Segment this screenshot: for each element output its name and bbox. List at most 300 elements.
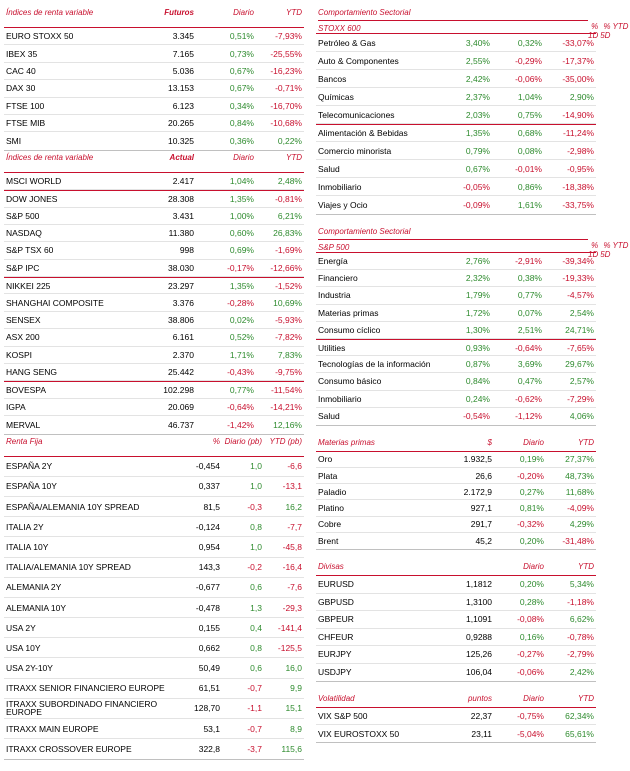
row-value: -2,98%	[567, 145, 594, 156]
row-label: Industria	[318, 290, 351, 301]
row-value: -0,06%	[515, 73, 542, 84]
table-row	[316, 322, 596, 339]
row-value: 3.345	[172, 31, 194, 42]
row-value: -25,55%	[270, 48, 302, 59]
row-value: 16,0	[285, 663, 302, 674]
table-row	[316, 517, 596, 533]
row-value: -16,23%	[270, 65, 302, 76]
row-label: Petróleo & Gas	[318, 37, 376, 48]
table-row	[316, 611, 596, 629]
row-value: -6,6	[287, 461, 302, 472]
row-value: 15,1	[285, 703, 302, 714]
row-value: 0,34%	[229, 100, 254, 111]
row-value: 48,73%	[565, 470, 594, 481]
row-label: ITRAXX MAIN EUROPE	[6, 723, 99, 734]
table-row	[316, 468, 596, 484]
row-label: Oro	[318, 454, 333, 465]
table-row	[4, 80, 304, 97]
row-value: 29,67%	[565, 359, 594, 370]
row-value: -0,124	[195, 521, 220, 532]
row-label: Viajes y Ocio	[318, 200, 368, 210]
row-value: 1,1091	[466, 614, 492, 625]
table-row	[316, 52, 596, 70]
row-label: NASDAQ	[6, 228, 42, 239]
row-value: -7,82%	[275, 332, 302, 343]
row-value: -7,93%	[275, 31, 302, 42]
row-value: -0,478	[195, 602, 220, 613]
row-value: 16,2	[285, 501, 302, 512]
row-value: -0,3	[247, 501, 262, 512]
indices-futuros-table	[4, 6, 304, 151]
column-header: Actual	[169, 152, 194, 162]
row-label: Auto & Componentes	[318, 55, 399, 66]
row-label: FTSE 100	[6, 100, 45, 111]
right-column	[316, 6, 629, 743]
table-row	[4, 98, 304, 115]
row-value: -141,4	[277, 622, 302, 633]
row-value: 0,337	[198, 481, 220, 492]
row-value: 0,32%	[517, 37, 542, 48]
row-value: 2,32%	[465, 273, 490, 284]
row-value: 0,67%	[229, 65, 254, 76]
table-header	[316, 692, 596, 708]
row-value: -0,81%	[275, 193, 302, 204]
row-label: DAX 30	[6, 83, 36, 94]
row-value: -2,91%	[515, 256, 542, 267]
row-value: 65,61%	[565, 728, 594, 739]
row-value: 1.932,5	[463, 454, 492, 465]
row-value: 0,84%	[465, 376, 490, 387]
row-label: Cobre	[318, 519, 342, 530]
row-value: 7.165	[172, 48, 194, 59]
row-value: 5.036	[172, 65, 194, 76]
row-value: 25.442	[168, 367, 194, 378]
row-value: 2,76%	[465, 256, 490, 267]
table-row	[316, 484, 596, 500]
row-label: Salud	[318, 163, 340, 174]
row-value: -0,01%	[515, 163, 542, 174]
row-value: -17,37%	[562, 55, 594, 66]
table-row	[4, 329, 304, 346]
row-value: -5,04%	[517, 728, 544, 739]
row-label: Inmobiliario	[318, 181, 362, 192]
left-column	[4, 6, 304, 760]
row-value: 9,9	[290, 683, 302, 694]
row-value: 0,16%	[519, 631, 544, 642]
row-value: -16,70%	[270, 100, 302, 111]
table-row	[4, 347, 304, 364]
row-label: Alimentación & Bebidas	[318, 128, 408, 138]
row-label: ESPAÑA 2Y	[6, 461, 53, 472]
row-value: 115,6	[281, 744, 302, 755]
table-row	[4, 739, 304, 759]
row-label: Brent	[318, 535, 339, 546]
row-value: -7,65%	[567, 342, 594, 353]
renta-fija-table	[4, 435, 304, 761]
row-value: -0,05%	[463, 181, 490, 192]
row-label: Utilities	[318, 342, 346, 353]
table-row	[316, 287, 596, 304]
table-title: Volatilidad	[318, 694, 355, 703]
table-row	[4, 598, 304, 618]
row-value: -4,09%	[567, 503, 594, 514]
row-label: Tecnologías de la información	[318, 359, 431, 370]
column-header: % 5D	[600, 22, 611, 40]
row-value: -0,75%	[517, 711, 544, 721]
row-value: 45,2	[475, 535, 492, 546]
row-value: 26,83%	[273, 228, 302, 239]
table-row	[316, 253, 596, 270]
row-value: -0,28%	[227, 297, 254, 308]
row-value: -29,3	[282, 602, 302, 613]
table-row	[4, 63, 304, 80]
row-value: -14,21%	[270, 402, 302, 412]
materias-primas-table	[316, 436, 596, 550]
row-value: 11.380	[168, 228, 194, 239]
row-value: 12,16%	[273, 419, 302, 430]
row-value: 2,51%	[517, 324, 542, 335]
row-label: ALEMANIA 10Y	[6, 602, 67, 613]
row-label: VIX S&P 500	[318, 711, 368, 721]
table-row	[316, 629, 596, 647]
row-value: -19,33%	[562, 273, 594, 284]
row-value: -13,1	[282, 481, 302, 492]
table-row	[316, 88, 596, 106]
column-header: % 1D	[588, 241, 599, 259]
row-value: 28.308	[168, 193, 194, 204]
table-row	[4, 638, 304, 658]
row-value: 10,69%	[273, 297, 302, 308]
table-header	[4, 151, 304, 173]
row-label: NIKKEI 225	[6, 280, 51, 291]
row-value: 1,00%	[229, 210, 254, 221]
row-value: 0,27%	[519, 486, 544, 497]
column-header: $	[487, 437, 492, 447]
table-row	[316, 142, 596, 160]
row-value: 5,34%	[569, 579, 594, 590]
row-label: FTSE MIB	[6, 118, 46, 129]
row-value: 0,36%	[229, 136, 254, 147]
row-value: 4,06%	[569, 411, 594, 422]
table-row	[316, 196, 596, 214]
row-value: -1,52%	[275, 280, 302, 291]
row-value: -7,7	[287, 521, 302, 532]
row-label: ITRAXX SENIOR FINANCIERO EUROPE	[6, 683, 165, 694]
row-value: -2,79%	[567, 649, 594, 660]
column-header: Diario	[233, 152, 254, 162]
row-label: Paladio	[318, 486, 347, 497]
row-label: EURJPY	[318, 649, 352, 660]
row-value: -0,29%	[515, 55, 542, 66]
row-value: -1,12%	[515, 411, 542, 422]
row-label: ESPAÑA 10Y	[6, 481, 57, 492]
row-label: GBPEUR	[318, 614, 354, 625]
row-value: 1,0	[250, 481, 262, 492]
row-value: 2.370	[172, 349, 194, 360]
column-header: Diario	[523, 437, 544, 447]
row-value: 3.376	[172, 297, 194, 308]
volatilidad-table	[316, 692, 596, 743]
row-label: GBPUSD	[318, 596, 354, 607]
column-header: YTD	[578, 562, 594, 571]
row-value: 106,04	[466, 667, 492, 678]
table-row	[4, 679, 304, 699]
table-row	[4, 28, 304, 45]
table-header	[4, 435, 304, 457]
row-value: 0,662	[198, 642, 220, 653]
row-value: 1,35%	[229, 193, 254, 204]
row-value: -14,90%	[562, 109, 594, 120]
row-value: 4,29%	[569, 519, 594, 530]
table-row	[4, 699, 304, 719]
row-label: S&P TSX 60	[6, 245, 54, 256]
row-label: IBEX 35	[6, 48, 38, 59]
row-value: -1,18%	[567, 596, 594, 607]
section-subtitle: STOXX 600	[318, 24, 361, 33]
row-value: 1,72%	[465, 307, 490, 318]
row-value: 1,61%	[517, 200, 542, 210]
table-row	[316, 124, 596, 142]
table-row	[4, 242, 304, 259]
row-value: -0,06%	[517, 667, 544, 678]
row-value: 62,34%	[565, 711, 594, 721]
row-value: 0,68%	[517, 128, 542, 138]
row-value: 50,49	[198, 663, 220, 674]
row-value: 46.737	[168, 419, 194, 430]
row-value: 0,24%	[465, 393, 490, 404]
table-row	[4, 115, 304, 132]
row-value: -39,34%	[562, 256, 594, 267]
row-value: 0,81%	[519, 503, 544, 514]
row-label: SMI	[6, 136, 22, 147]
row-label: BOVESPA	[6, 385, 46, 396]
row-value: 1,0	[250, 541, 262, 552]
row-label: Telecomunicaciones	[318, 109, 395, 120]
row-value: 0,87%	[465, 359, 490, 370]
row-value: 2,54%	[569, 307, 594, 318]
row-value: -0,95%	[567, 163, 594, 174]
row-label: Energía	[318, 256, 348, 267]
row-value: -1,69%	[275, 245, 302, 256]
table-row	[316, 106, 596, 124]
section-title: Comportamiento Sectorial	[318, 8, 588, 21]
row-value: 0,19%	[519, 454, 544, 465]
row-value: -33,75%	[562, 200, 594, 210]
table-row	[316, 533, 596, 549]
row-value: 0,79%	[465, 145, 490, 156]
row-label: ASX 200	[6, 332, 40, 343]
row-value: 10.325	[168, 136, 194, 147]
column-header: Diario (pb)	[224, 436, 262, 446]
table-row	[316, 391, 596, 408]
table-row	[316, 339, 596, 356]
sp500-table	[316, 225, 629, 426]
table-row	[4, 381, 304, 398]
row-label: Consumo básico	[318, 376, 382, 387]
row-label: KOSPI	[6, 349, 32, 360]
row-value: 0,86%	[517, 181, 542, 192]
table-row	[4, 719, 304, 739]
divisas-table	[316, 560, 596, 682]
column-header: YTD	[578, 694, 594, 703]
row-value: -7,6	[287, 582, 302, 593]
row-value: 11,68%	[565, 486, 594, 497]
row-value: 81,5	[203, 501, 220, 512]
row-label: Comercio minorista	[318, 145, 392, 156]
row-value: -11,24%	[562, 128, 594, 138]
row-value: -0,71%	[275, 83, 302, 94]
row-value: 0,52%	[229, 332, 254, 343]
row-value: -0,09%	[463, 200, 490, 210]
indices-actual-table	[4, 151, 304, 435]
row-value: -125,5	[277, 642, 302, 653]
table-title: Materias primas	[318, 437, 375, 447]
table-row	[316, 725, 596, 742]
table-row	[316, 70, 596, 88]
row-label: ALEMANIA 2Y	[6, 582, 62, 593]
row-label: ITALIA 10Y	[6, 541, 49, 552]
row-value: 143,3	[198, 562, 220, 573]
row-value: 0,08%	[517, 145, 542, 156]
row-value: -0,32%	[517, 519, 544, 530]
column-header: YTD	[578, 437, 594, 447]
row-value: -31,48%	[562, 535, 594, 546]
table-row	[4, 294, 304, 311]
row-value: 2.417	[172, 175, 194, 186]
row-label: ITALIA 2Y	[6, 521, 44, 532]
table-row	[4, 618, 304, 638]
table-header	[316, 6, 629, 40]
row-value: 0,69%	[229, 245, 254, 256]
table-row	[4, 190, 304, 207]
row-value: 1,3100	[466, 596, 492, 607]
table-header	[316, 225, 629, 259]
row-value: 2,55%	[465, 55, 490, 66]
row-label: DOW JONES	[6, 193, 58, 204]
row-value: 1,1812	[466, 579, 492, 590]
row-value: 8,9	[290, 723, 302, 734]
row-value: 2,37%	[465, 91, 490, 102]
row-value: 1,04%	[517, 91, 542, 102]
row-value: -7,29%	[567, 393, 594, 404]
column-header: YTD	[612, 22, 629, 31]
table-row	[316, 373, 596, 390]
row-value: 927,1	[470, 503, 492, 514]
column-header: Diario	[523, 562, 544, 571]
row-value: 1,3	[250, 602, 262, 613]
table-row	[316, 408, 596, 425]
row-value: 0,38%	[517, 273, 542, 284]
row-value: 3.431	[172, 210, 194, 221]
row-value: 0,4	[250, 622, 262, 633]
table-row	[316, 178, 596, 196]
row-value: 998	[179, 245, 194, 256]
row-label: CAC 40	[6, 65, 36, 76]
row-value: 23,11	[471, 728, 492, 739]
column-header: Diario	[523, 694, 544, 703]
table-title: Índices de renta variable	[6, 8, 94, 17]
row-value: -0,27%	[517, 649, 544, 660]
row-label: Platino	[318, 503, 344, 514]
row-value: 291,7	[470, 519, 492, 530]
row-label: Salud	[318, 411, 340, 422]
row-value: 0,6	[250, 582, 262, 593]
row-value: 53,1	[203, 723, 220, 734]
row-value: -10,68%	[270, 118, 302, 129]
row-value: 0,67%	[465, 163, 490, 174]
row-value: 61,51	[198, 683, 220, 694]
row-label: MSCI WORLD	[6, 175, 62, 186]
row-label: CHFEUR	[318, 631, 354, 642]
row-value: 6.123	[172, 100, 194, 111]
table-row	[316, 356, 596, 373]
row-label: USA 10Y	[6, 642, 41, 653]
row-value: 7,83%	[277, 349, 302, 360]
row-value: -0,7	[247, 723, 262, 734]
row-label: Inmobiliario	[318, 393, 362, 404]
row-value: 24,71%	[565, 324, 594, 335]
table-title	[318, 8, 588, 33]
table-row	[4, 558, 304, 578]
row-value: -35,00%	[562, 73, 594, 84]
row-value: -0,64%	[227, 402, 254, 412]
row-value: 0,77%	[517, 290, 542, 301]
row-label: ITRAXX CROSSOVER EUROPE	[6, 744, 132, 755]
table-row	[316, 500, 596, 516]
row-value: 2,03%	[465, 109, 490, 120]
row-label: ESPAÑA/ALEMANIA 10Y SPREAD	[6, 501, 140, 512]
row-label: Plata	[318, 470, 338, 481]
row-value: 0,47%	[517, 376, 542, 387]
row-value: -0,20%	[517, 470, 544, 481]
table-row	[4, 45, 304, 62]
row-value: 38.030	[168, 262, 194, 273]
section-title: Comportamiento Sectorial	[318, 227, 588, 240]
column-header: Futuros	[164, 8, 194, 17]
row-value: 0,51%	[229, 31, 254, 42]
row-value: -9,75%	[275, 367, 302, 378]
row-value: 1,35%	[229, 280, 254, 291]
row-value: 0,02%	[229, 315, 254, 326]
row-value: -11,54%	[270, 385, 302, 396]
row-value: -3,7	[247, 744, 262, 755]
table-row	[316, 708, 596, 725]
row-value: 0,77%	[229, 385, 254, 396]
row-value: 0,954	[198, 541, 220, 552]
row-value: 1,04%	[229, 175, 254, 186]
column-header: % 5D	[600, 241, 611, 259]
row-value: 6.161	[172, 332, 194, 343]
row-value: 0,60%	[229, 228, 254, 239]
row-value: 322,8	[198, 744, 220, 755]
row-value: -0,08%	[517, 614, 544, 625]
row-label: ITRAXX SUBORDINADO FINANCIERO EUROPE	[6, 699, 158, 718]
table-row	[316, 160, 596, 178]
row-value: 0,155	[198, 622, 220, 633]
table-row	[316, 664, 596, 682]
row-value: 22,37	[470, 711, 492, 721]
table-row	[4, 399, 304, 416]
table-row	[4, 277, 304, 294]
row-value: 0,20%	[519, 535, 544, 546]
column-header: % 1D	[588, 22, 599, 40]
row-value: 2,57%	[569, 376, 594, 387]
row-value: 0,9288	[466, 631, 492, 642]
row-value: -0,17%	[227, 262, 254, 273]
row-value: -18,38%	[562, 181, 594, 192]
row-label: SHANGHAI COMPOSITE	[6, 297, 104, 308]
row-value: -4,57%	[567, 290, 594, 301]
